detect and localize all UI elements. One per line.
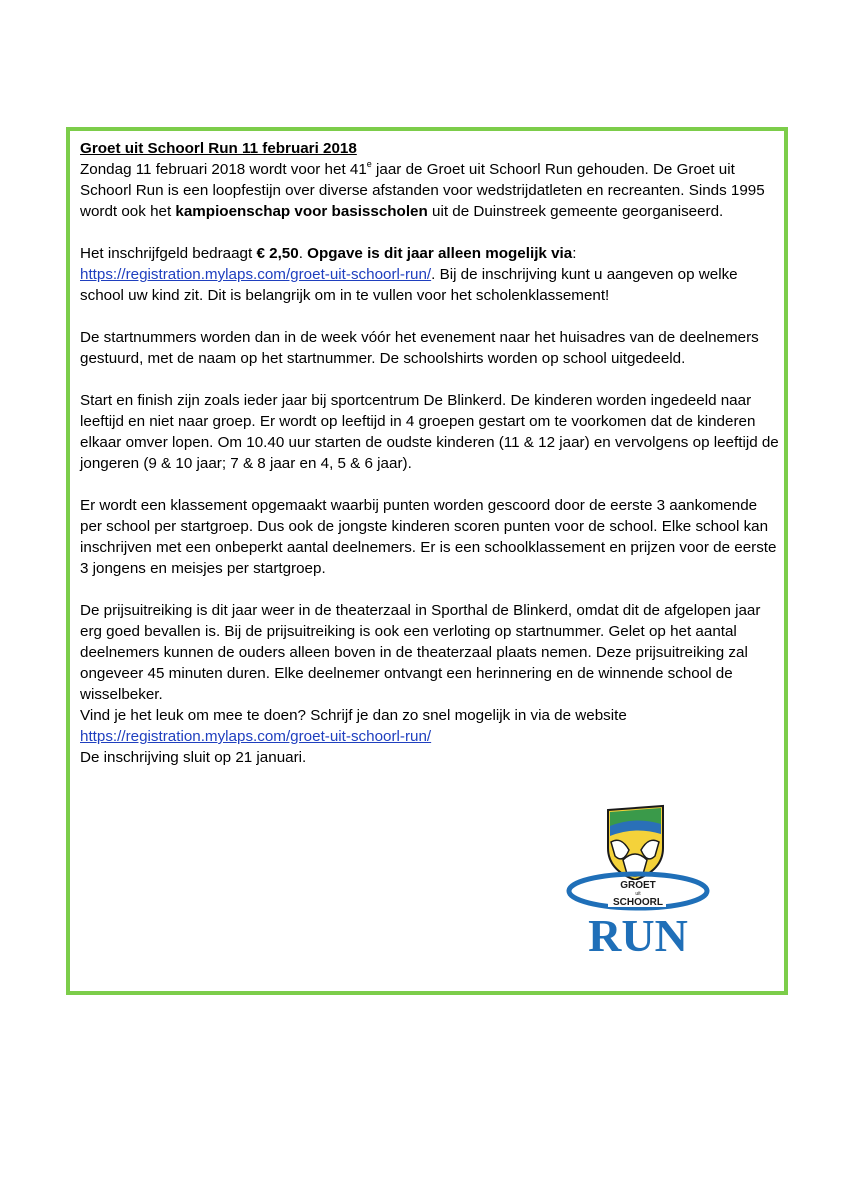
article-body <box>80 138 780 768</box>
article-title: Groet uit Schoorl Run 11 februari 2018 <box>80 140 357 157</box>
intro-paragraph: Zondag 11 februari 2018 wordt voor het 41e jaar de Groet uit Schoorl Run gehouden. De Groet uit Schoorl Run is een loopfestijn over diverse afstanden voor wedstrijdatleten en recreanten. Sinds 1995 wordt ook het kampioenschap voor basisscholen uit de Duinstreek gemeente georganiseerd. <box>80 158 765 220</box>
groet-uit-schoorl-run-logo <box>563 798 713 958</box>
call-to-action: Vind je het leuk om mee te doen? Schrijf je dan zo snel mogelijk in via de website <box>80 707 627 724</box>
logo-text-uit: uit <box>635 891 641 897</box>
shield-emblem <box>608 806 663 880</box>
fee-amount: € 2,50 <box>256 245 299 262</box>
championship-emphasis: kampioenschap voor basisscholen <box>175 203 428 220</box>
logo-text-schoorl: SCHOORL <box>613 897 663 908</box>
fee-paragraph: Het inschrijfgeld bedraagt € 2,50. Opgave is dit jaar alleen mogelijk via: https://registration.mylaps.com/groet-uit-schoorl-run/. Bij de inschrijving kunt u aangeven op welke school uw kind zit. Dit is belangrijk om in te vullen voor het scholenklassement! <box>80 245 738 304</box>
startnummers-paragraph: De startnummers worden dan in de week vóór het evenement naar het huisadres van de deelnemers gestuurd, met de naam op het startnummer. De schoolshirts worden op school uitgedeeld. <box>80 329 759 367</box>
closing-line: De inschrijving sluit op 21 januari. <box>80 749 307 766</box>
prijsuitreiking-paragraph: De prijsuitreiking is dit jaar weer in de theaterzaal in Sporthal de Blinkerd, omdat dit de afgelopen jaar erg goed bevallen is. Bij de prijsuitreiking is ook een verloting op startnummer. Gelet op het aantal deelnemers kunnen de ouders alleen boven in de theaterzaal plaats nemen. Deze prijsuitreiking zal ongeveer 45 minuten duren. Elke deelnemer ontvangt een herinnering en de winnende school de wisselbeker. <box>80 602 761 703</box>
logo-text-groet: GROET <box>620 880 656 891</box>
registration-link[interactable]: https://registration.mylaps.com/groet-uit-schoorl-run/ <box>80 266 432 283</box>
registration-link-2[interactable]: https://registration.mylaps.com/groet-uit-schoorl-run/ <box>80 728 432 745</box>
logo-text-run: RUN <box>588 910 688 958</box>
start-finish-paragraph: Start en finish zijn zoals ieder jaar bij sportcentrum De Blinkerd. De kinderen worden ingedeeld naar leeftijd en niet naar groep. Er wordt op leeftijd in 4 groepen gestart om te voorkomen dat de kinderen elkaar omver lopen. Om 10.40 uur starten de oudste kinderen (11 & 12 jaar) en vervolgens op leeftijd de jongeren (9 & 10 jaar; 7 & 8 jaar en 4, 5 & 6 jaar). <box>80 392 779 472</box>
cta-link-line <box>80 726 780 747</box>
klassement-paragraph: Er wordt een klassement opgemaakt waarbij punten worden gescoord door de eerste 3 aankomende per school per startgroep. Dus ook de jongste kinderen scoren punten voor de school. Elke school kan inschrijven met een onbeperkt aantal deelnemers. Er is een schoolklassement en prijzen voor de eerste 3 jongens en meisjes per startgroep. <box>80 497 777 577</box>
